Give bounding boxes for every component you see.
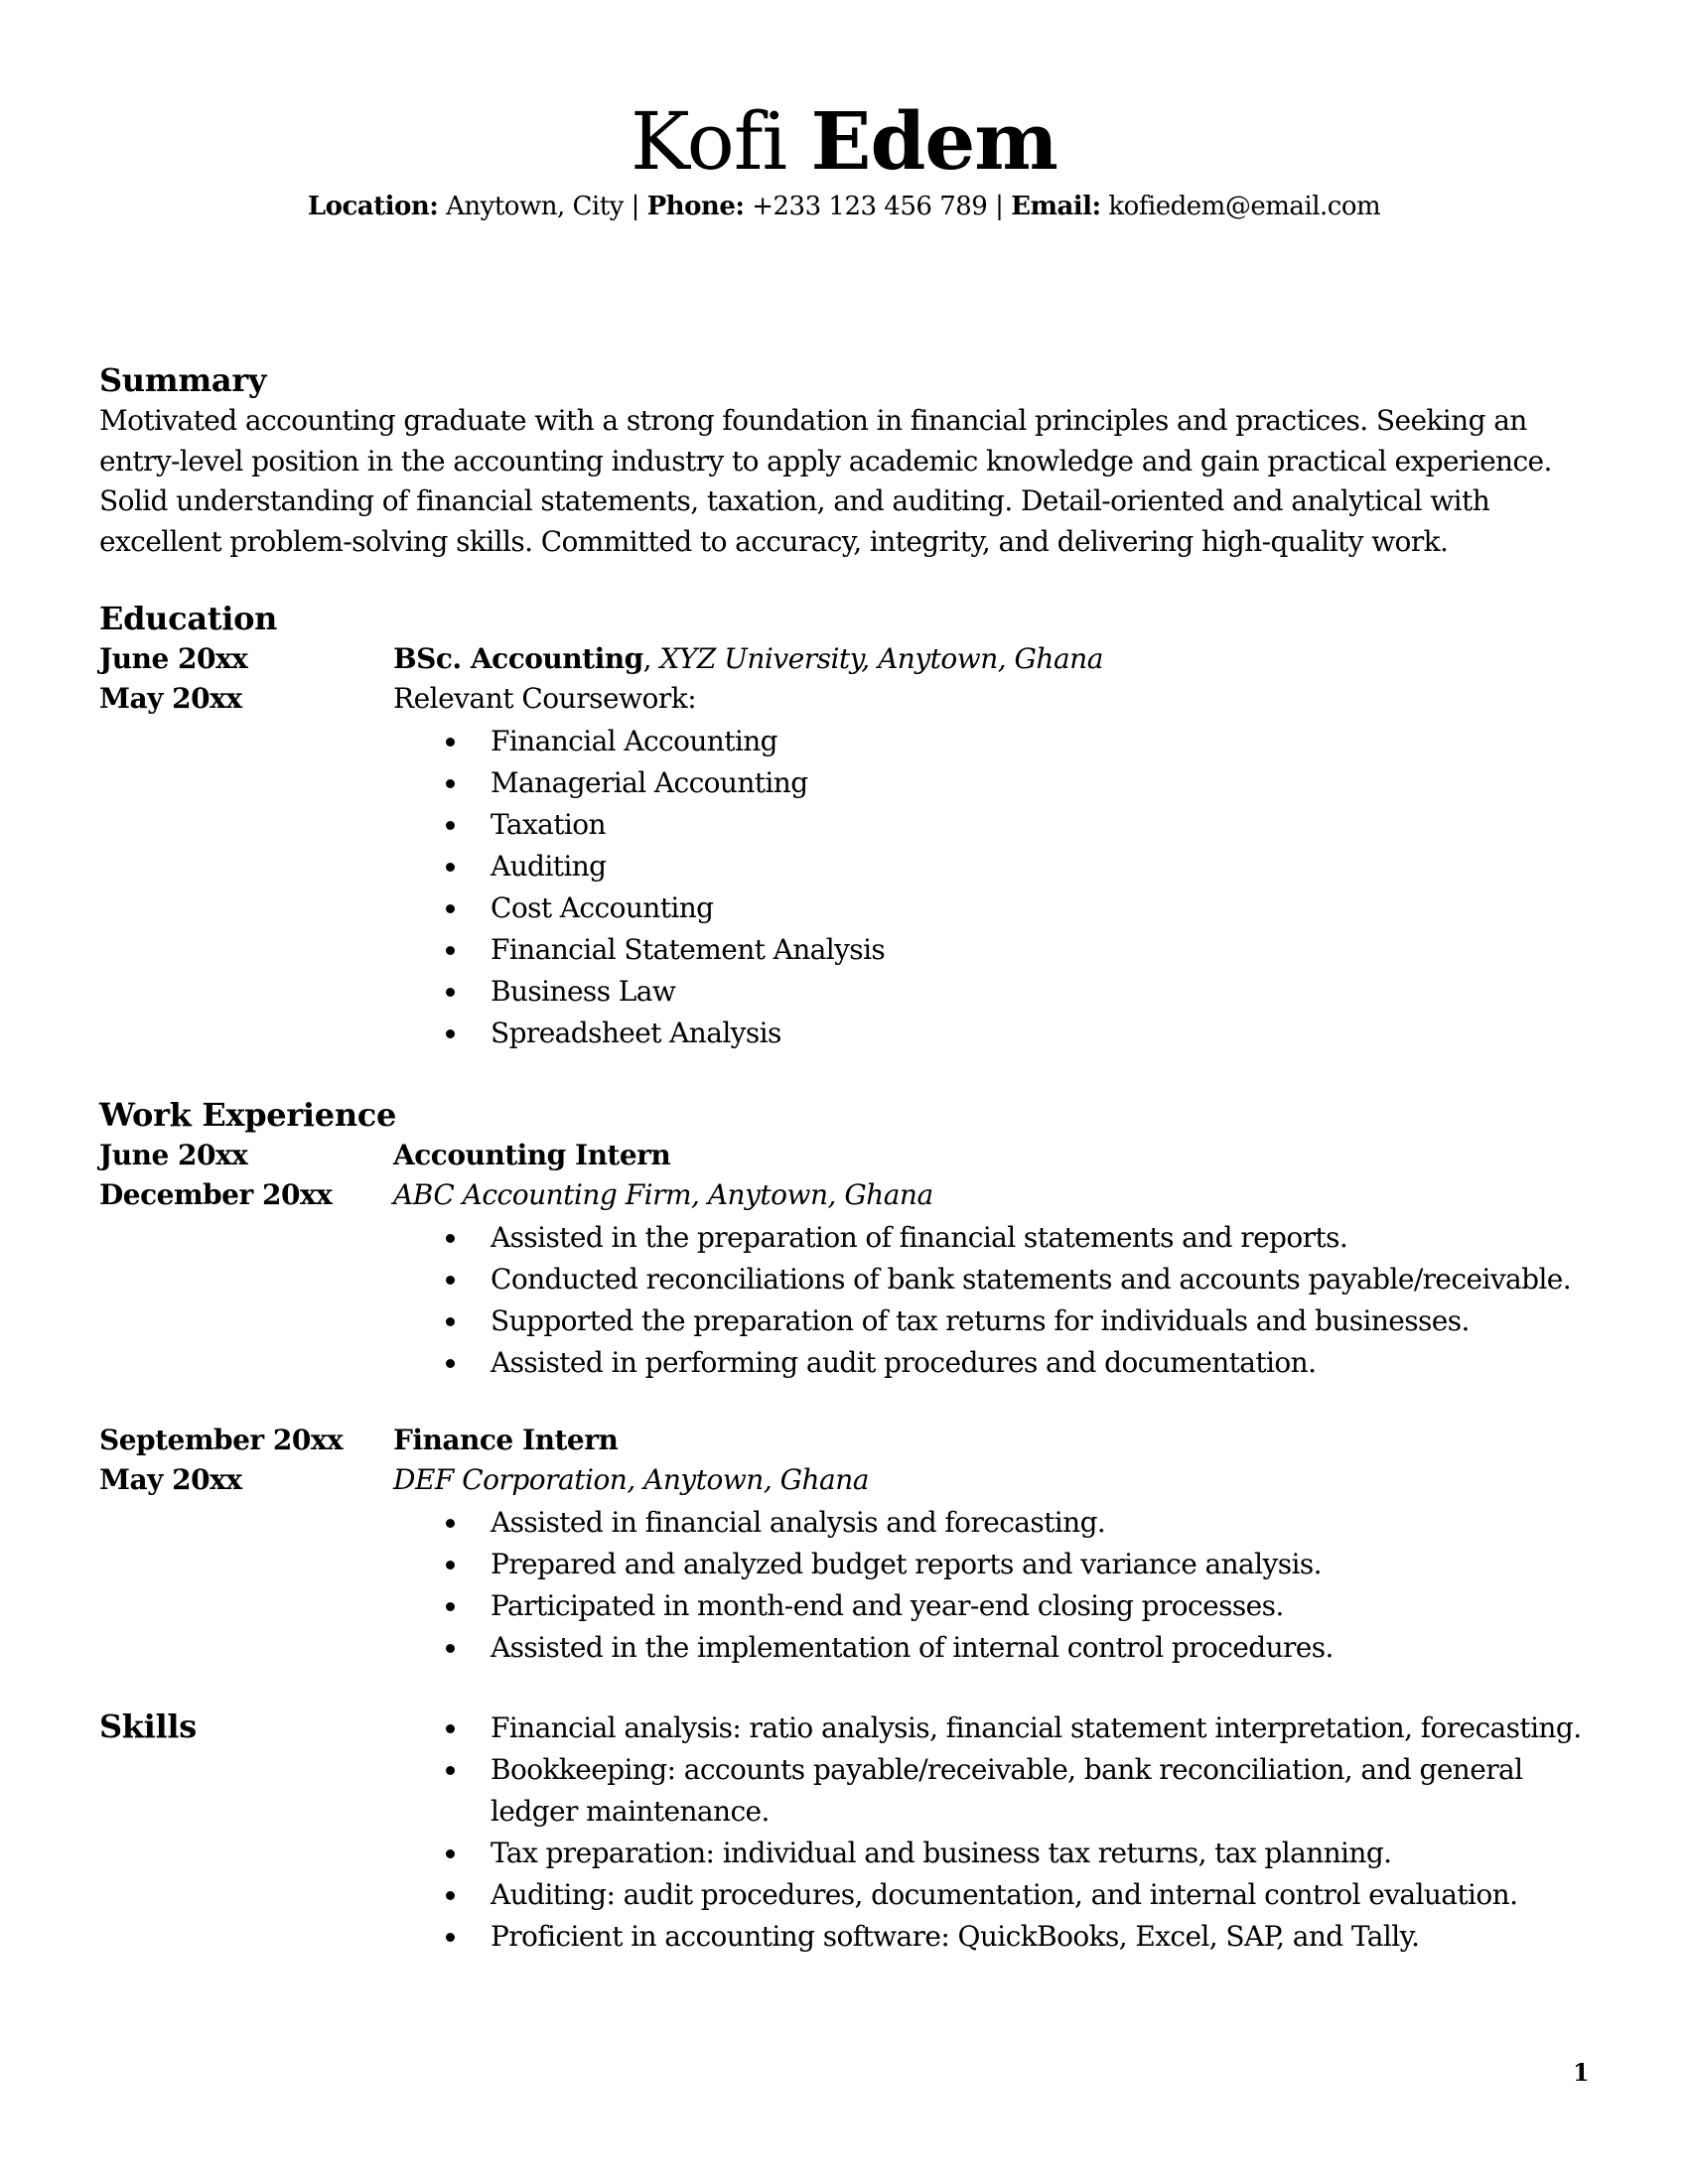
list-item: Assisted in the preparation of financial statements and reports. <box>0 1217 1583 1259</box>
bullet-icon <box>446 1644 455 1653</box>
summary-text: Motivated accounting graduate with a strong foundation in financial principles and practices. Seeking an entry-level position in the accounting industry to apply academic knowledge and gain practical experience. Solid understanding of financial statements, taxation, and auditing. Detail-oriented and analytical with excellent problem-solving skills. Committed to accuracy, integrity, and delivering high-quality work. <box>99 404 1552 558</box>
separator: | <box>995 192 1004 221</box>
job-1-start-date: June 20xx <box>99 1139 248 1171</box>
bullet-icon <box>446 1891 455 1900</box>
contact-line <box>0 189 1688 224</box>
job-2-end-date: May 20xx <box>99 1463 242 1496</box>
bullet-icon <box>446 904 455 913</box>
job-1-company: ABC Accounting Firm, Anytown, Ghana <box>393 1178 933 1211</box>
list-item: Bookkeeping: accounts payable/receivable, bank reconciliation, and general ledger maintenance. <box>0 1749 1583 1833</box>
bullet-icon <box>446 738 455 747</box>
list-item: Cost Accounting <box>0 887 1583 929</box>
summary-heading: Summary <box>99 361 267 399</box>
list-item: Auditing <box>0 846 1583 887</box>
skills-heading: Skills <box>99 1707 197 1745</box>
separator: | <box>631 192 639 221</box>
phone-label: Phone: <box>646 192 745 221</box>
degree: BSc. Accounting <box>393 642 643 675</box>
bullet-icon <box>446 1849 455 1858</box>
institution: XYZ University, Anytown, Ghana <box>659 642 1103 675</box>
list-item: Taxation <box>0 804 1583 846</box>
bullet-icon <box>446 1276 455 1285</box>
list-item: Auditing: audit procedures, documentation, and internal control evaluation. <box>0 1874 1583 1916</box>
list-item: Managerial Accounting <box>0 762 1583 804</box>
list-item: Financial analysis: ratio analysis, financial statement interpretation, forecasting. <box>0 1707 1583 1749</box>
job-1-bullets <box>0 1217 1688 1384</box>
coursework-label: Relevant Coursework: <box>393 682 697 715</box>
bullet-icon <box>446 1602 455 1611</box>
list-item: Financial Accounting <box>0 721 1583 762</box>
bullet-icon <box>446 1724 455 1733</box>
list-item: Spreadsheet Analysis <box>0 1013 1583 1054</box>
bullet-icon <box>446 1519 455 1528</box>
bullet-icon <box>446 1317 455 1326</box>
bullet-icon <box>446 1561 455 1570</box>
work-experience-heading: Work Experience <box>99 1096 397 1134</box>
last-name: Edem <box>810 94 1057 188</box>
bullet-icon <box>446 1029 455 1038</box>
phone-value: +233 123 456 789 <box>752 192 988 221</box>
candidate-name <box>0 91 1688 192</box>
bullet-icon <box>446 988 455 997</box>
education-start-date: June 20xx <box>99 642 248 675</box>
bullet-icon <box>446 1359 455 1368</box>
location-label: Location: <box>307 192 439 221</box>
education-heading: Education <box>99 600 278 637</box>
job-2-start-date: September 20xx <box>99 1424 344 1456</box>
education-end-date: May 20xx <box>99 682 242 715</box>
page-number: 1 <box>1573 2058 1590 2087</box>
list-item: Prepared and analyzed budget reports and variance analysis. <box>0 1544 1583 1585</box>
list-item: Participated in month-end and year-end closing processes. <box>0 1585 1583 1627</box>
job-2-company: DEF Corporation, Anytown, Ghana <box>393 1463 869 1496</box>
list-item: Business Law <box>0 971 1583 1013</box>
job-2-role: Finance Intern <box>393 1424 619 1456</box>
bullet-icon <box>446 1766 455 1775</box>
job-1-role: Accounting Intern <box>393 1139 671 1171</box>
first-name: Kofi <box>631 95 787 188</box>
list-item: Assisted in performing audit procedures and documentation. <box>0 1342 1583 1384</box>
bullet-icon <box>446 1933 455 1942</box>
job-1-end-date: December 20xx <box>99 1178 333 1211</box>
email-value: kofiedem@email.com <box>1108 192 1381 221</box>
education-degree-line: BSc. Accounting, XYZ University, Anytown, Ghana <box>393 642 1103 675</box>
bullet-icon <box>446 863 455 872</box>
bullet-icon <box>446 821 455 830</box>
location-value: Anytown, City <box>446 192 624 221</box>
job-2-bullets <box>0 1502 1688 1669</box>
bullet-icon <box>446 1234 455 1243</box>
list-item: Proficient in accounting software: QuickBooks, Excel, SAP, and Tally. <box>0 1916 1583 1958</box>
list-item: Supported the preparation of tax returns for individuals and businesses. <box>0 1300 1583 1342</box>
list-item: Financial Statement Analysis <box>0 929 1583 971</box>
email-label: Email: <box>1011 192 1101 221</box>
list-item: Assisted in the implementation of internal control procedures. <box>0 1627 1583 1669</box>
list-item: Tax preparation: individual and business tax returns, tax planning. <box>0 1833 1583 1874</box>
bullet-icon <box>446 779 455 788</box>
bullet-icon <box>446 946 455 955</box>
list-item: Conducted reconciliations of bank statements and accounts payable/receivable. <box>0 1259 1583 1300</box>
list-item: Assisted in financial analysis and forecasting. <box>0 1502 1583 1544</box>
coursework-list <box>0 721 1688 1054</box>
skills-list <box>0 1707 1688 1958</box>
